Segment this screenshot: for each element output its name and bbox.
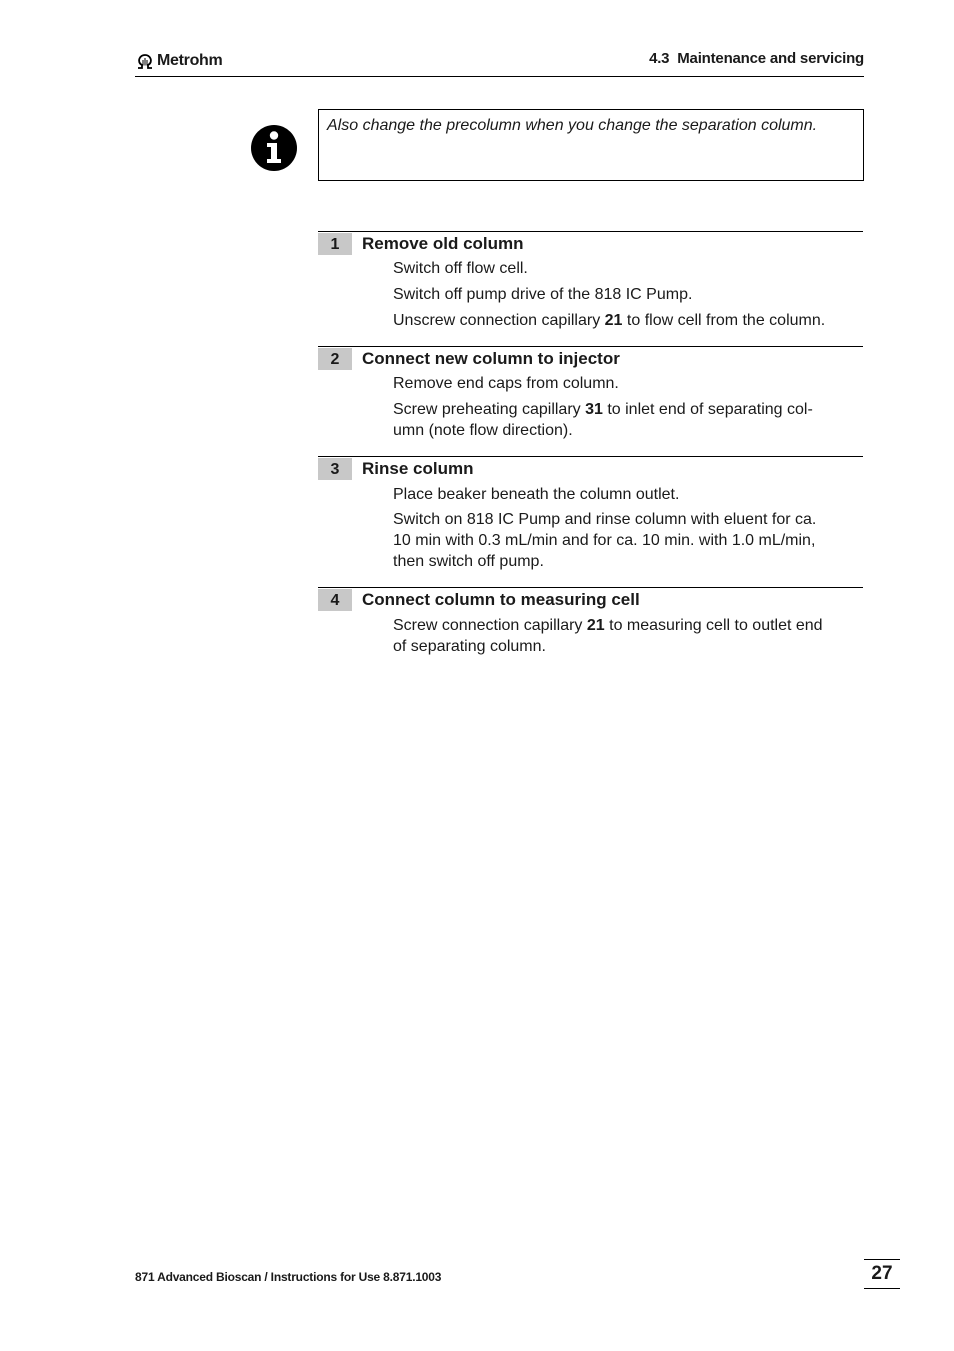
step-number: 2 — [318, 348, 352, 370]
step-title: Connect column to measuring cell — [362, 590, 640, 609]
step-line: Screw connection capillary 21 to measuring cell to outlet end — [393, 617, 823, 634]
step-line: Unscrew connection capillary 21 to flow cell from the column. — [393, 312, 826, 329]
note-box — [318, 109, 864, 181]
footer-text: 871 Advanced Bioscan / Instructions for Use 8.871.1003 — [135, 1270, 442, 1284]
step-line: Place beaker beneath the column outlet. — [393, 486, 680, 503]
step-divider — [318, 346, 863, 347]
step-divider — [318, 231, 863, 232]
capillary-number: 21 — [604, 312, 623, 329]
step-title: Connect new column to injector — [362, 349, 620, 368]
page-number: 27 — [864, 1259, 900, 1289]
section-heading — [649, 50, 864, 67]
step-number: 1 — [318, 233, 352, 255]
step-line: Switch off pump drive of the 818 IC Pump. — [393, 286, 693, 303]
step-line: Switch off flow cell. — [393, 260, 528, 277]
brand-name: Metrohm — [157, 52, 223, 69]
header-divider — [135, 76, 864, 77]
section-title: Maintenance and servicing — [677, 50, 864, 67]
step-number: 3 — [318, 458, 352, 480]
step-line: Switch on 818 IC Pump and rinse column with eluent for ca. — [393, 511, 817, 528]
step-line: then switch off pump. — [393, 553, 544, 570]
step-number: 4 — [318, 589, 352, 611]
capillary-number: 21 — [586, 617, 605, 634]
step-title: Remove old column — [362, 234, 524, 253]
step-line: umn (note flow direction). — [393, 422, 573, 439]
info-icon — [250, 124, 298, 172]
step-divider — [318, 587, 863, 588]
metrohm-logo — [135, 50, 222, 72]
step-divider — [318, 456, 863, 457]
step-line: 10 min with 0.3 mL/min and for ca. 10 min. with 1.0 mL/min, — [393, 532, 816, 549]
note-text: Also change the precolumn when you change the separation column. — [327, 117, 818, 134]
step-line: Remove end caps from column. — [393, 375, 619, 392]
step-line: of separating column. — [393, 638, 546, 655]
omega-logo-icon — [135, 52, 155, 70]
section-number: 4.3 — [649, 50, 670, 67]
capillary-number: 31 — [585, 401, 603, 418]
step-title: Rinse column — [362, 459, 474, 478]
step-line: Screw preheating capillary 31 to inlet end of separating col- — [393, 401, 813, 418]
